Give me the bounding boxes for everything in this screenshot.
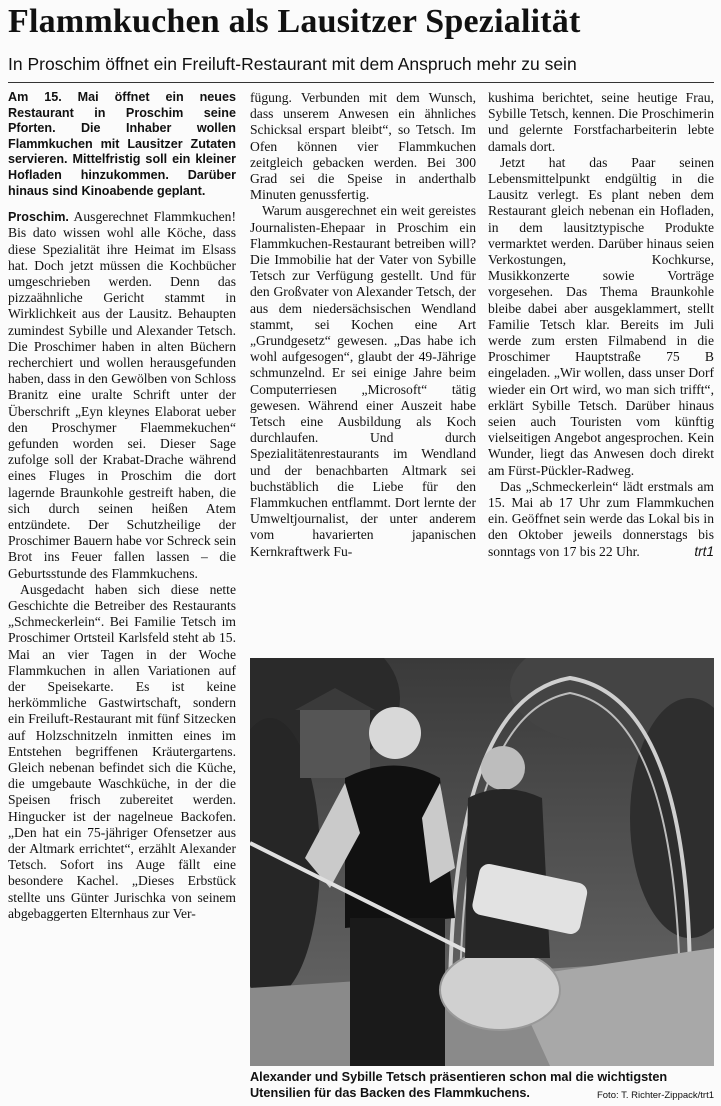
headline-rule [8,82,714,83]
paragraph-text: Ausgerechnet Flammkuchen! Bis dato wissen wohl alle Köche, dass diese Spezialität ihre Heimat im Elsass hat. Doch jetzt müssen die Kochbücher umgeschrieben werden. Denn das pizzaähnliche Gericht stammt in Wirklichkeit aus der Lausitz. Behaupten zumindest Sybille und Alexander Tetsch. Die Proschimer haben in alten Büchern recherchiert und wollen herausgefunden haben, dass in den Gewölben von Schloss Branitz eine uralte Schrift unter der Überschrift „Eyn kleynes Elaborat ueber den Proschymer Flaemmekuchen“ gefunden worden sei. Dieser Sage zufolge soll der Krabat-Drache während eines Fluges in Proschim die dort lagernde Braunkohle gestreift haben, die sich durch seinen heißen Atem entzündete. Der Schutzheilige der Proschimer Bauern habe vor Schreck sein Brot ins Feuer fallen lassen – die Geburtsstunde des Flammkuchens. [8,209,236,581]
author-initials: trt1 [694,543,714,559]
article-paragraph: Warum ausgerechnet ein weit gereistes Journalisten-Ehepaar in Proschim ein Flammkuchen-Restaurant betreiben will? Die Immobilie hat der Vater von Sybille Tetsch zur Verfügung gestellt. Und für den Großvater von Alexander Tetsch, der aus dem niedersächsischen Wendland stammt, sei Kochen eine Art „Grundgesetz“ gewesen. „Das habe ich wohl aufgesogen“, glaubt der 49-Jährige schmunzelnd. Er sei einige Jahre beim Computerriesen „Microsoft“ tätig gewesen. Während einer Auszeit habe Tetsch eine Ausbildung als Koch durchlaufen. Und durch Spezialitätenrestaurants im Wendland und der benachbarten Altmark sei buchstäblich die Liebe für den Flammkuchen entflammt. Dort lernte der Umweltjournalist, der unter anderem vom havarierten japanischen Kernkraftwerk Fu- [250,203,476,559]
article-lead: Am 15. Mai öffnet ein neues Restaurant in Proschim seine Pforten. Die Inhaber wollen Flammkuchen mit Lausitzer Zutaten servieren. Mittelfristig soll ein kleiner Hofladen hinzukommen. Darüber hinaus sind Kinoabende geplant. [8,90,236,198]
article-column-2 [250,90,476,560]
article-paragraph [8,209,236,582]
headline: Flammkuchen als Lausitzer Spezialität [8,3,581,40]
subheadline: In Proschim öffnet ein Freiluft-Restaurant mit dem Anspruch mehr zu sein [8,54,577,74]
caption-text: Alexander und Sybille Tetsch präsentieren schon mal die wichtigsten Utensilien für das Backen des Flammkuchens. [250,1070,668,1100]
article-photo [250,658,714,1066]
article-paragraph: Jetzt hat das Paar seinen Lebensmittelpunkt endgültig in die Lausitz verlegt. Es plant neben dem Restaurant gleich nebenan ein Hofladen, in dem lausitztypische Produkte vermarktet werden. Darüber hinaus seien Verkostungen, Kochkurse, Musikkonzerte sowie Vorträge vorgesehen. Das Thema Braunkohle bleibe dabei aber ausgeklammert, stellt Familie Tetsch klar. Bereits im Juli werde zum ersten Filmabend in die Proschimer Hauptstraße 75 B eingeladen. „Wir wollen, dass unser Dorf wieder ein Ort wird, wo man sich trifft“, erklärt Sybille Tetsch. Darüber hinaus seien auch Touristen vom künftig vielseitigen Angebot angesprochen. Kein Wunder, liegt das Anwesen doch direkt am Fürst-Pückler-Radweg. [488,154,714,478]
paragraph-text: Das „Schmeckerlein“ lädt erstmals am 15. Mai ab 17 Uhr zum Flammkuchen ein. Geöffnet sein werde das Lokal bis in den Oktober jeweils donnerstags bis sonntags von 17 bis 22 Uhr. [488,478,714,559]
photo-caption [250,1070,714,1103]
article-paragraph: kushima berichtet, seine heutige Frau, Sybille Tetsch, kennen. Die Proschimerin und gelernte Forstfacharbeiterin lebte damals dort. [488,90,714,154]
article-paragraph [488,479,714,560]
article-paragraph: fügung. Verbunden mit dem Wunsch, dass unserem Anwesen ein ähnliches Schicksal erspart bleibt“, so Tetsch. Im Ofen können vier Flammkuchen zeitgleich gebacken werden. Bei 300 Grad sei die Speise in anderthalb Minuten genussfertig. [250,90,476,203]
article-paragraph: Ausgedacht haben sich diese nette Geschichte die Betreiber des Restaurants „Schmeckerlein“. Bei Familie Tetsch im Proschimer Ortsteil Karlsfeld steht ab 15. Mai an vier Tagen in der Woche Flammkuchen in allen Variationen auf der Speisekarte. Es ist keine herkömmliche Gastwirtschaft, sondern ein Freiluft-Restaurant mit fünf Sitzecken auf Holzschnitzeln inmitten eines im Entstehen begriffenen Kräutergartens. Gleich nebenan befindet sich die Küche, die umgebaute Waschküche, in der die Speisen frisch zubereitet werden. Hingucker ist der nagelneue Backofen. „Den hat ein 75-jähriger Ofensetzer aus der Altmark errichtet“, erzählt Alexander Tetsch. Sofort ins Auge fällt eine besondere Kachel. „Dieses Erbstück stellte uns Günter Jurischka von seinem abgebaggerten Elternhaus zur Ver- [8,581,236,921]
photo-credit: Foto: T. Richter-Zippack/trt1 [596,1089,714,1101]
dateline: Proschim. [8,210,69,225]
article-column-1 [8,90,236,922]
article-column-3 [488,90,714,560]
photo-illustration [250,658,714,1066]
